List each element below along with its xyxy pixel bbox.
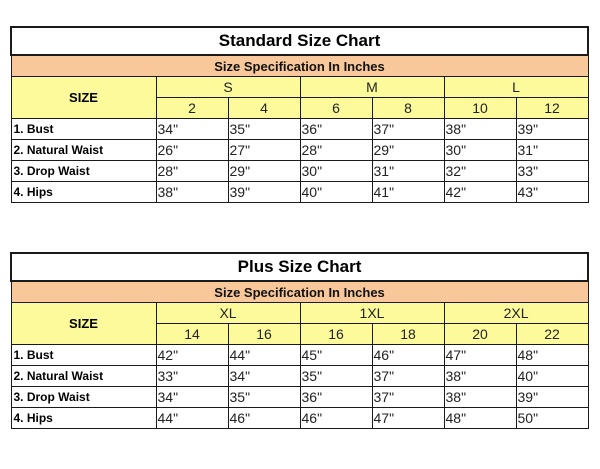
measurement-value: 48": [444, 408, 516, 429]
measurement-value: 36": [300, 387, 372, 408]
size-group-2xl: 2XL: [444, 303, 588, 324]
size-label: SIZE: [11, 77, 156, 119]
chart-title: Plus Size Chart: [11, 253, 588, 281]
measurement-value: 37": [372, 387, 444, 408]
measurement-value: 31": [372, 161, 444, 182]
row-label: 1. Bust: [11, 119, 156, 140]
measurement-value: 45": [300, 345, 372, 366]
measurement-row-drop-waist: [11, 161, 588, 182]
measurement-value: 47": [444, 345, 516, 366]
size-number: 22: [516, 324, 588, 345]
measurement-value: 30": [300, 161, 372, 182]
size-group-xl: XL: [156, 303, 300, 324]
row-label: 2. Natural Waist: [11, 140, 156, 161]
measurement-value: 40": [516, 366, 588, 387]
spec-header: Size Specification In Inches: [11, 55, 588, 77]
measurement-value: 46": [300, 408, 372, 429]
measurement-value: 38": [444, 119, 516, 140]
row-label: 3. Drop Waist: [11, 387, 156, 408]
measurement-row-natural-waist: [11, 366, 588, 387]
row-label: 4. Hips: [11, 182, 156, 203]
measurement-value: 29": [228, 161, 300, 182]
spec-header: Size Specification In Inches: [11, 281, 588, 303]
measurement-value: 28": [156, 161, 228, 182]
measurement-value: 34": [228, 366, 300, 387]
measurement-row-hips: [11, 408, 588, 429]
measurement-value: 41": [372, 182, 444, 203]
measurement-row-bust: [11, 345, 588, 366]
measurement-value: 31": [516, 140, 588, 161]
measurement-value: 26": [156, 140, 228, 161]
measurement-value: 47": [372, 408, 444, 429]
measurement-value: 32": [444, 161, 516, 182]
plus-size-chart: [10, 252, 587, 429]
measurement-value: 27": [228, 140, 300, 161]
measurement-value: 44": [228, 345, 300, 366]
row-label: 1. Bust: [11, 345, 156, 366]
measurement-value: 36": [300, 119, 372, 140]
row-label: 2. Natural Waist: [11, 366, 156, 387]
measurement-row-bust: [11, 119, 588, 140]
measurement-value: 34": [156, 387, 228, 408]
measurement-value: 35": [300, 366, 372, 387]
measurement-value: 33": [516, 161, 588, 182]
measurement-value: 46": [372, 345, 444, 366]
measurement-value: 34": [156, 119, 228, 140]
measurement-row-hips: [11, 182, 588, 203]
measurement-value: 50": [516, 408, 588, 429]
chart-title: Standard Size Chart: [11, 27, 588, 55]
measurement-value: 39": [228, 182, 300, 203]
size-group-s: S: [156, 77, 300, 98]
size-number: 18: [372, 324, 444, 345]
size-number: 12: [516, 98, 588, 119]
measurement-value: 48": [516, 345, 588, 366]
measurement-row-drop-waist: [11, 387, 588, 408]
measurement-value: 38": [156, 182, 228, 203]
size-number: 4: [228, 98, 300, 119]
measurement-value: 33": [156, 366, 228, 387]
measurement-value: 46": [228, 408, 300, 429]
measurement-value: 29": [372, 140, 444, 161]
measurement-value: 38": [444, 387, 516, 408]
measurement-value: 28": [300, 140, 372, 161]
size-group-1xl: 1XL: [300, 303, 444, 324]
measurement-value: 42": [444, 182, 516, 203]
measurement-value: 40": [300, 182, 372, 203]
size-number: 20: [444, 324, 516, 345]
measurement-value: 43": [516, 182, 588, 203]
measurement-value: 39": [516, 119, 588, 140]
size-label: SIZE: [11, 303, 156, 345]
size-number: 2: [156, 98, 228, 119]
measurement-row-natural-waist: [11, 140, 588, 161]
measurement-value: 30": [444, 140, 516, 161]
size-number: 16: [300, 324, 372, 345]
measurement-value: 44": [156, 408, 228, 429]
size-group-m: M: [300, 77, 444, 98]
measurement-value: 37": [372, 366, 444, 387]
size-number: 14: [156, 324, 228, 345]
measurement-value: 37": [372, 119, 444, 140]
measurement-value: 42": [156, 345, 228, 366]
size-number: 8: [372, 98, 444, 119]
size-number: 16: [228, 324, 300, 345]
size-number: 10: [444, 98, 516, 119]
measurement-value: 39": [516, 387, 588, 408]
size-group-l: L: [444, 77, 588, 98]
row-label: 3. Drop Waist: [11, 161, 156, 182]
measurement-value: 35": [228, 119, 300, 140]
measurement-value: 35": [228, 387, 300, 408]
size-number: 6: [300, 98, 372, 119]
plus-size-table: [10, 252, 589, 429]
standard-size-table: [10, 26, 589, 203]
measurement-value: 38": [444, 366, 516, 387]
standard-size-chart: [10, 26, 587, 203]
row-label: 4. Hips: [11, 408, 156, 429]
